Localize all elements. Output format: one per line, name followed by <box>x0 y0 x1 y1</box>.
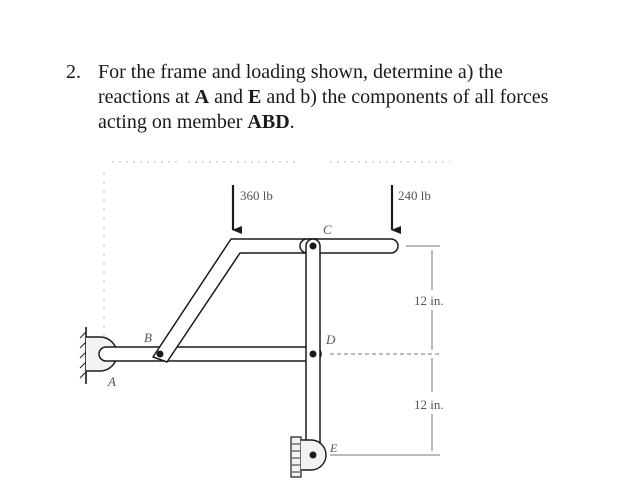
point-a-label: A <box>108 374 116 389</box>
pin-c <box>310 243 317 250</box>
dim-upper-label: 12 in. <box>414 293 444 308</box>
dim-lower-label: 12 in. <box>414 397 444 412</box>
member-ab-horizontal <box>99 347 321 361</box>
point-d-label: D <box>326 332 336 347</box>
problem-text-part-1: For the frame and loading shown, determine a) the reactions at <box>98 61 503 108</box>
point-a-ref: A <box>194 86 210 108</box>
load-240-label: 240 lb <box>398 188 431 203</box>
point-e-ref: E <box>247 86 262 108</box>
load-360-label: 360 lb <box>240 188 273 203</box>
problem-text-part-3: and b) the components of all forces acting on member <box>98 86 549 133</box>
support-e <box>291 437 326 477</box>
member-bc-inclined <box>153 239 317 362</box>
dimension-lines <box>330 246 440 455</box>
problem-text-part-4: . <box>289 111 295 133</box>
member-ref: ABD <box>247 111 290 133</box>
problem-number: 2. <box>66 61 81 83</box>
problem-text-part-2: and <box>209 86 248 108</box>
pin-d <box>310 351 317 358</box>
pin-b <box>157 351 164 358</box>
point-b-label: B <box>144 330 152 345</box>
point-e-label: E <box>330 441 338 455</box>
point-c-label: C <box>323 222 332 237</box>
